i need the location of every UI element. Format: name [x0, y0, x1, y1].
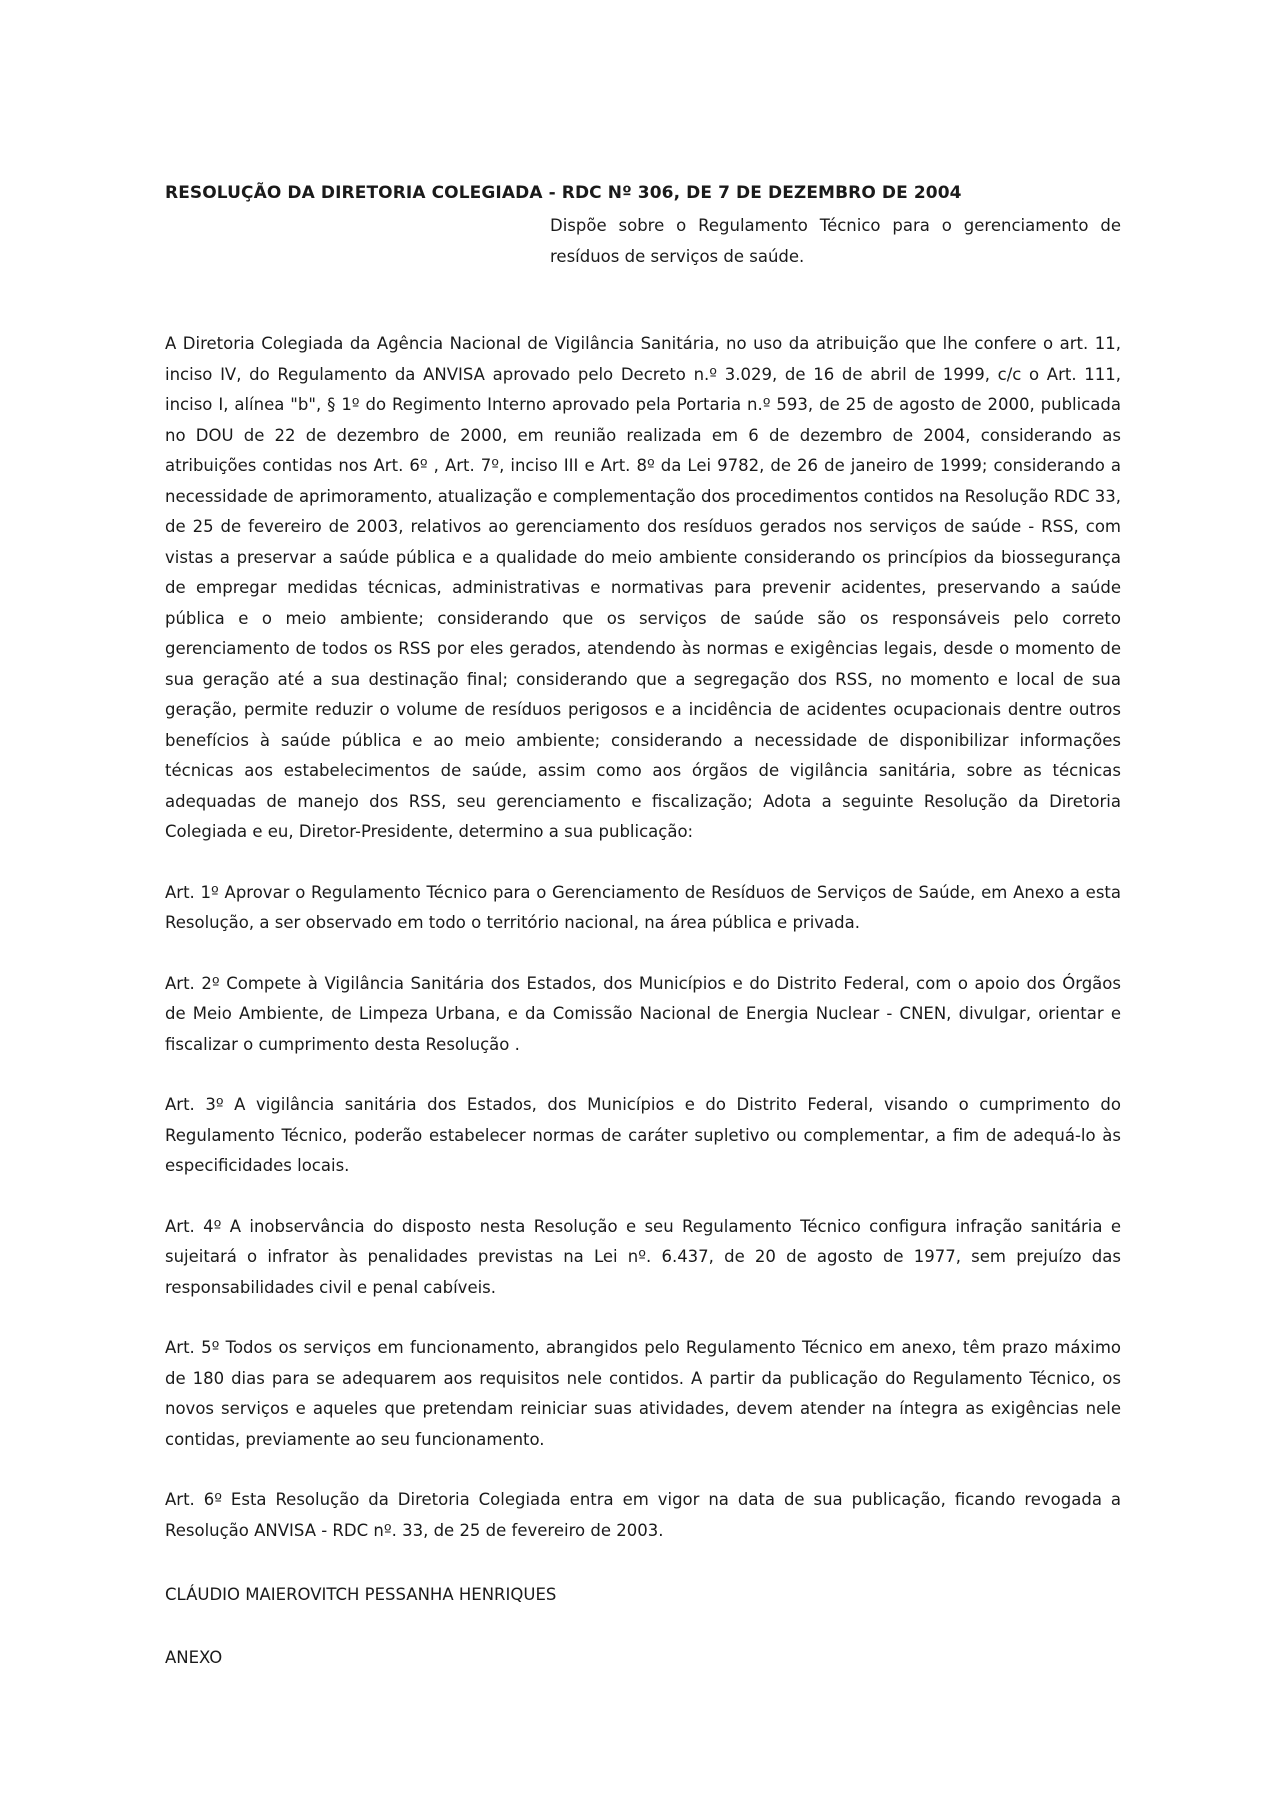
article-4: Art. 4º A inobservância do disposto nesta Resolução e seu Regulamento Técnico configura infração sanitária e sujeitará o infrator às penalidades previstas na Lei nº. 6.437, de 20 de agosto de 1977, sem prejuízo das responsabilidades civil e penal cabíveis. — [165, 1216, 1121, 1297]
document-content — [165, 182, 1121, 1673]
document-ementa: Dispõe sobre o Regulamento Técnico para o gerenciamento de resíduos de serviços de saúde. — [550, 216, 1121, 266]
document-title: RESOLUÇÃO DA DIRETORIA COLEGIADA - RDC Nº 306, DE 7 DE DEZEMBRO DE 2004 — [165, 183, 962, 203]
signature: CLÁUDIO MAIEROVITCH PESSANHA HENRIQUES — [165, 1585, 557, 1604]
article-2: Art. 2º Compete à Vigilância Sanitária dos Estados, dos Municípios e do Distrito Federal, com o apoio dos Órgãos de Meio Ambiente, de Limpeza Urbana, e da Comissão Nacional de Energia Nuclear - CNEN, divulgar, orientar e fiscalizar o cumprimento desta Resolução . — [165, 973, 1121, 1054]
annex-heading: ANEXO — [165, 1647, 223, 1667]
article-1: Art. 1º Aprovar o Regulamento Técnico para o Gerenciamento de Resíduos de Serviços de Saúde, em Anexo a esta Resolução, a ser observado em todo o território nacional, na área pública e privada. — [165, 882, 1121, 932]
article-3: Art. 3º A vigilância sanitária dos Estados, dos Municípios e do Distrito Federal, visando o cumprimento do Regulamento Técnico, poderão estabelecer normas de caráter supletivo ou complementar, a fim de adequá-lo às especificidades locais. — [165, 1095, 1121, 1175]
article-5: Art. 5º Todos os serviços em funcionamento, abrangidos pelo Regulamento Técnico em anexo, têm prazo máximo de 180 dias para se adequarem aos requisitos nele contidos. A partir da publicação do Regulamento Técnico, os novos serviços e aqueles que pretendam reiniciar suas atividades, devem atender na íntegra as exigências nele contidas, previamente ao seu funcionamento. — [165, 1338, 1121, 1449]
preamble-paragraph: A Diretoria Colegiada da Agência Nacional de Vigilância Sanitária, no uso da atribuição que lhe confere o art. 11, inciso IV, do Regulamento da ANVISA aprovado pelo Decreto n.º 3.029, de 16 de abril de 1999, c/c o Art. 111, inciso I, alínea "b", § 1º do Regimento Interno aprovado pela Portaria n.º 593, de 25 de agosto de 2000, publicada no DOU de 22 de dezembro de 2000, em reunião realizada em 6 de dezembro de 2004, considerando as atribuições contidas nos Art. 6º , Art. 7º, inciso III e Art. 8º da Lei 9782, de 26 de janeiro de 1999; considerando a necessidade de aprimoramento, atualização e complementação dos procedimentos contidos na Resolução RDC 33, de 25 de fevereiro de 2003, relativos ao gerenciamento dos resíduos gerados nos serviços de saúde - RSS, com vistas a preservar a saúde pública e a qualidade do meio ambiente considerando os princípios da biossegurança de empregar medidas técnicas, administrativas e normativas para prevenir acidentes, preservando a saúde pública e o meio ambiente; considerando que os serviços de saúde são os responsáveis pelo correto gerenciamento de todos os RSS por eles gerados, atendendo às normas e exigências legais, desde o momento de sua geração até a sua destinação final; considerando que a segregação dos RSS, no momento e local de sua geração, permite reduzir o volume de resíduos perigosos e a incidência de acidentes ocupacionais dentre outros benefícios à saúde pública e ao meio ambiente; considerando a necessidade de disponibilizar informações técnicas aos estabelecimentos de saúde, assim como aos órgãos de vigilância sanitária, sobre as técnicas adequadas de manejo dos RSS, seu gerenciamento e fiscalização; Adota a seguinte Resolução da Diretoria Colegiada e eu, Diretor-Presidente, determino a sua publicação: — [165, 334, 1121, 841]
article-6: Art. 6º Esta Resolução da Diretoria Colegiada entra em vigor na data de sua publicação, ficando revogada a Resolução ANVISA - RDC nº. 33, de 25 de fevereiro de 2003. — [165, 1490, 1121, 1540]
